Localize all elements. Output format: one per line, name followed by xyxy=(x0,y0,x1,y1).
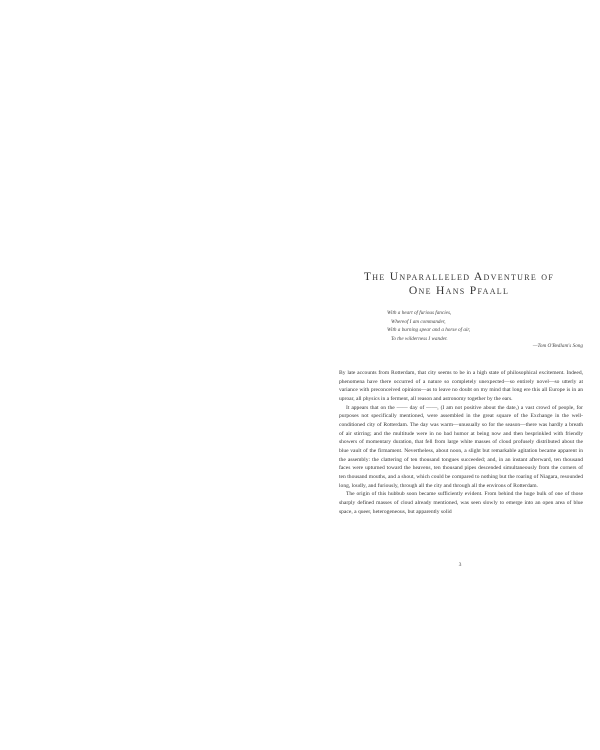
epigraph-line: With a heart of furious fancies, xyxy=(387,310,452,316)
paragraph: By late accounts from Rotterdam, that city seems to be in a high state of philosophical excitement. Indeed, phenomena have there occurred of a nature so completely unexpected—so entirely novel—so utterly at variance with preconceived opinions—as to leave no doubt on my mind that long ere this all Europe is in an uproar, all physics in a ferment, all reason and astronomy together by the ears. xyxy=(339,370,583,402)
paragraph: It appears that on the —— day of ——, (I am not positive about the date,) a vast crowd of people, for purposes not specifically mentioned, were assembled in the great square of the Exchange in the well-conditioned city of Rotterdam. The day was warm—unusually so for the season—there was hardly a breath of air stirring; and the multitude were in no bad humor at being now and then besprinkled with friendly showers of momentary duration, that fell from large white masses of cloud profusely distributed about the blue vault of the firmament. Nevertheless, about noon, a slight but remarkable agitation became apparent in the assembly: the clattering of ten thousand tongues succeeded; and, in an instant afterward, ten thousand faces were upturned toward the heavens, ten thousand pipes descended simultaneously from the corners of ten thousand mouths, and a shout, which could be compared to nothing but the roaring of Niagara, resounded long, loudly, and furiously, through all the city and through all the environs of Rotterdam. xyxy=(339,404,583,489)
chapter-title xyxy=(330,270,588,298)
chapter-title-line-1: The Unparalleled Adventure of xyxy=(363,270,555,283)
epigraph-line: With a burning spear and a horse of air, xyxy=(387,327,471,333)
chapter-title-line-2: One Hans Pfaall xyxy=(408,284,510,297)
body-text xyxy=(339,369,583,516)
epigraph xyxy=(387,309,582,343)
epigraph-line: Whereof I am commander, xyxy=(391,318,446,325)
epigraph-attribution: —Tom O'Bedlam's Song xyxy=(532,343,583,349)
page-number: 3 xyxy=(458,562,462,568)
epigraph-line: To the wilderness I wander. xyxy=(391,335,448,342)
paragraph: The origin of this hubbub soon became sufficiently evident. From behind the huge bulk of one of those sharply defined masses of cloud already mentioned, was seen slowly to emerge into an open area of blue space, a queer, heterogeneous, but apparently solid xyxy=(339,491,583,515)
